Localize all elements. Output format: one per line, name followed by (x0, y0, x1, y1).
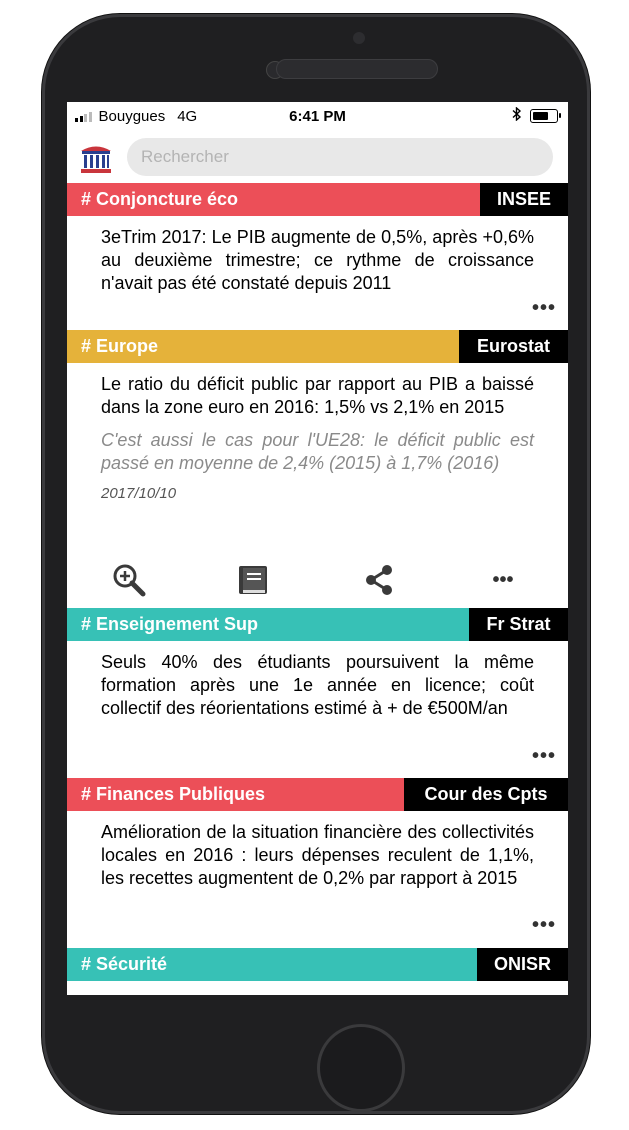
category-tag[interactable]: # Conjoncture éco (67, 183, 480, 216)
category-tag[interactable]: # Europe (67, 330, 459, 363)
news-card[interactable] (67, 778, 568, 890)
sensor-dot (353, 32, 365, 44)
earpiece-speaker (276, 59, 438, 79)
card-text: Amélioration de la situation financière des collectivités locales en 2016 : leurs dépenses reculent de 1,1%, les recettes augmentent de 0,2% par rapport à 2015 (101, 822, 534, 888)
top-bar (67, 134, 568, 182)
app-screen (67, 102, 568, 995)
card-text: 3eTrim 2017: Le PIB augmente de 0,5%, après +0,6% au deuxième trimestre; ce rythme de croissance n'avait pas été constaté depuis 2011 (101, 227, 534, 293)
source-badge[interactable]: INSEE (480, 183, 568, 216)
category-tag[interactable]: # Sécurité (67, 948, 477, 981)
news-card[interactable] (67, 948, 568, 981)
category-tag[interactable]: # Enseignement Sup (67, 608, 469, 641)
network-label: 4G (177, 108, 198, 125)
card-header (67, 183, 568, 216)
category-tag[interactable]: # Finances Publiques (67, 778, 404, 811)
news-card[interactable] (67, 330, 568, 502)
home-button[interactable] (317, 1024, 405, 1112)
institution-logo-icon[interactable] (79, 142, 113, 174)
news-card[interactable] (67, 183, 568, 295)
card-text: Seuls 40% des étudiants poursuivent la même formation après une 1e année en licence; coût collectif des réorientations estimé à + de €500M/an (101, 652, 534, 718)
card-text: Le ratio du déficit public par rapport au PIB a baissé dans la zone euro en 2016: 1,5% vs 2,1% en 2015 (101, 374, 534, 417)
status-bar (67, 102, 568, 130)
source-badge[interactable]: ONISR (477, 948, 568, 981)
source-badge[interactable]: Eurostat (459, 330, 568, 363)
more-options-icon[interactable]: ••• (531, 745, 556, 767)
carrier-label: Bouygues (98, 108, 166, 125)
source-badge[interactable]: Fr Strat (469, 608, 568, 641)
zoom-in-icon[interactable] (111, 562, 147, 598)
source-badge[interactable]: Cour des Cpts (404, 778, 568, 811)
card-header (67, 330, 568, 363)
card-header (67, 778, 568, 811)
card-actions (67, 562, 568, 602)
more-options-icon[interactable]: ••• (531, 914, 556, 936)
news-card[interactable] (67, 608, 568, 720)
more-options-icon[interactable]: ••• (531, 297, 556, 319)
battery-icon (530, 109, 558, 123)
card-subtext: C'est aussi le cas pour l'UE28: le déficit public est passé en moyenne de 2,4% (2015) à 1,7% (2016) (101, 430, 534, 473)
bluetooth-icon (512, 107, 522, 124)
more-options-icon[interactable]: ••• (492, 568, 514, 591)
share-icon[interactable] (361, 562, 397, 598)
search-input[interactable] (127, 138, 553, 176)
card-header (67, 608, 568, 641)
clock: 6:41 PM (289, 108, 346, 125)
card-header (67, 948, 568, 981)
book-icon[interactable] (235, 562, 271, 598)
card-date: 2017/10/10 (101, 485, 177, 502)
